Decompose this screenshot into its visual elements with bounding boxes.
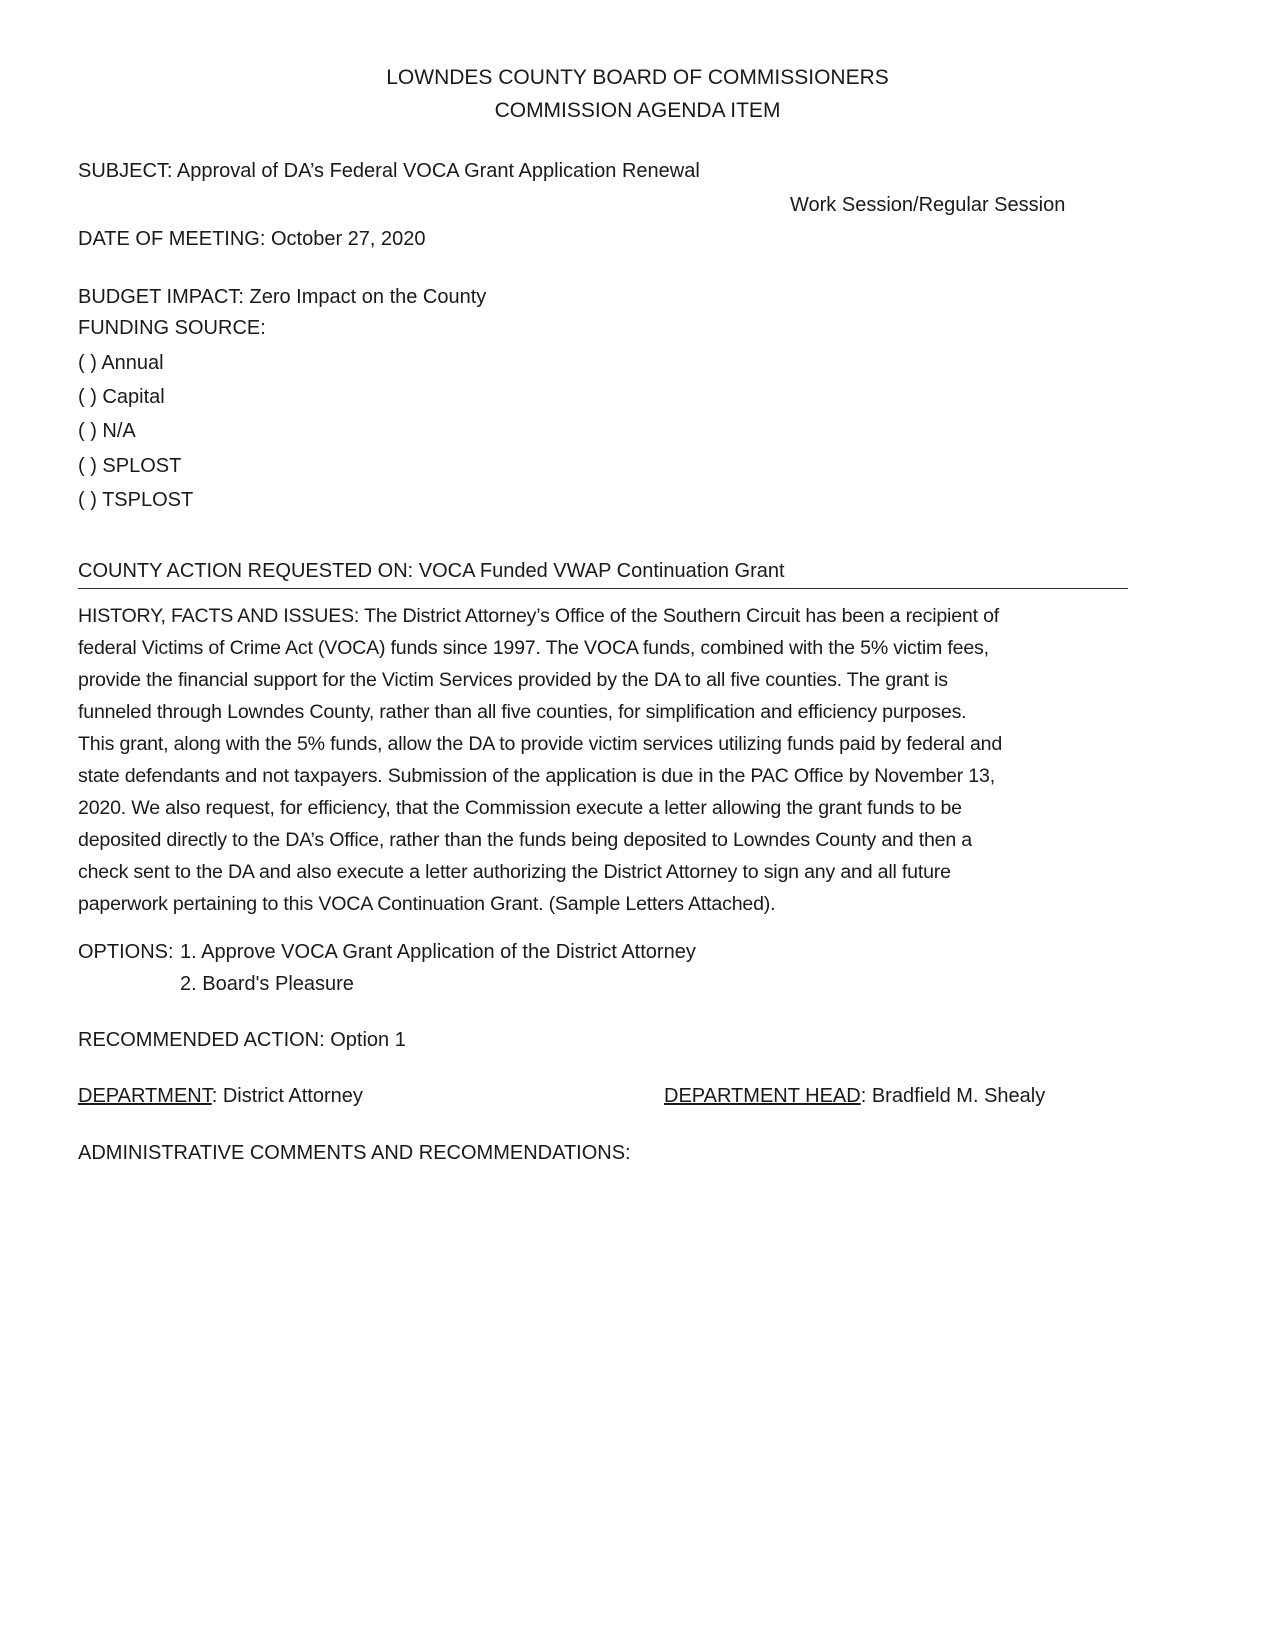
history-line: provide the financial support for the Victim Services provided by the DA to all five counties. The grant is <box>78 669 948 691</box>
history-line: state defendants and not taxpayers. Submission of the application is due in the PAC Office by November 13, <box>78 765 995 787</box>
recommended-action: RECOMMENDED ACTION: Option 1 <box>78 1029 406 1051</box>
header-line-1: LOWNDES COUNTY BOARD OF COMMISSIONERS <box>386 66 889 89</box>
department-head-label: DEPARTMENT HEAD <box>664 1085 861 1107</box>
history-line: HISTORY, FACTS AND ISSUES: The District Attorney’s Office of the Southern Circuit has been a recipient of <box>78 605 1000 627</box>
history-line: paperwork pertaining to this VOCA Continuation Grant. (Sample Letters Attached). <box>78 893 776 915</box>
option-1: 1. Approve VOCA Grant Application of the District Attorney <box>180 941 696 963</box>
header-line-2: COMMISSION AGENDA ITEM <box>494 99 781 122</box>
history-line: federal Victims of Crime Act (VOCA) funds since 1997. The VOCA funds, combined with the 5% victim fees, <box>78 637 989 659</box>
funding-option-capital: ( ) Capital <box>78 386 165 408</box>
session-type: Work Session/Regular Session <box>790 194 1066 216</box>
department-head-value: : Bradfield M. Shealy <box>860 1085 1046 1107</box>
history-facts-issues <box>78 600 1002 920</box>
history-line: 2020. We also request, for efficiency, that the Commission execute a letter allowing the grant funds to be <box>78 797 962 819</box>
divider <box>78 588 1128 589</box>
funding-option-annual: ( ) Annual <box>78 352 164 374</box>
budget-impact: BUDGET IMPACT: Zero Impact on the County <box>78 286 487 308</box>
department-label: DEPARTMENT <box>78 1085 212 1107</box>
history-line: funneled through Lowndes County, rather than all five counties, for simplification and efficiency purposes. <box>78 701 967 723</box>
history-line: deposited directly to the DA’s Office, rather than the funds being deposited to Lowndes County and then a <box>78 829 972 851</box>
department-head <box>664 1085 1045 1108</box>
date-of-meeting: DATE OF MEETING: October 27, 2020 <box>78 228 426 250</box>
funding-option-splost: ( ) SPLOST <box>78 455 182 477</box>
options-label: OPTIONS: <box>78 941 174 963</box>
funding-source-label: FUNDING SOURCE: <box>78 317 266 339</box>
funding-option-na: ( ) N/A <box>78 420 136 442</box>
history-line: check sent to the DA and also execute a letter authorizing the District Attorney to sign any and all future <box>78 861 951 883</box>
administrative-comments: ADMINISTRATIVE COMMENTS AND RECOMMENDATIONS: <box>78 1142 631 1164</box>
subject: SUBJECT: Approval of DA’s Federal VOCA Grant Application Renewal <box>78 160 700 182</box>
department <box>78 1085 363 1108</box>
department-value: : District Attorney <box>211 1085 363 1107</box>
county-action-requested: COUNTY ACTION REQUESTED ON: VOCA Funded VWAP Continuation Grant <box>78 560 785 582</box>
funding-option-tsplost: ( ) TSPLOST <box>78 489 194 511</box>
option-2: 2. Board's Pleasure <box>180 973 354 995</box>
history-line: This grant, along with the 5% funds, allow the DA to provide victim services utilizing funds paid by federal and <box>78 733 1003 755</box>
